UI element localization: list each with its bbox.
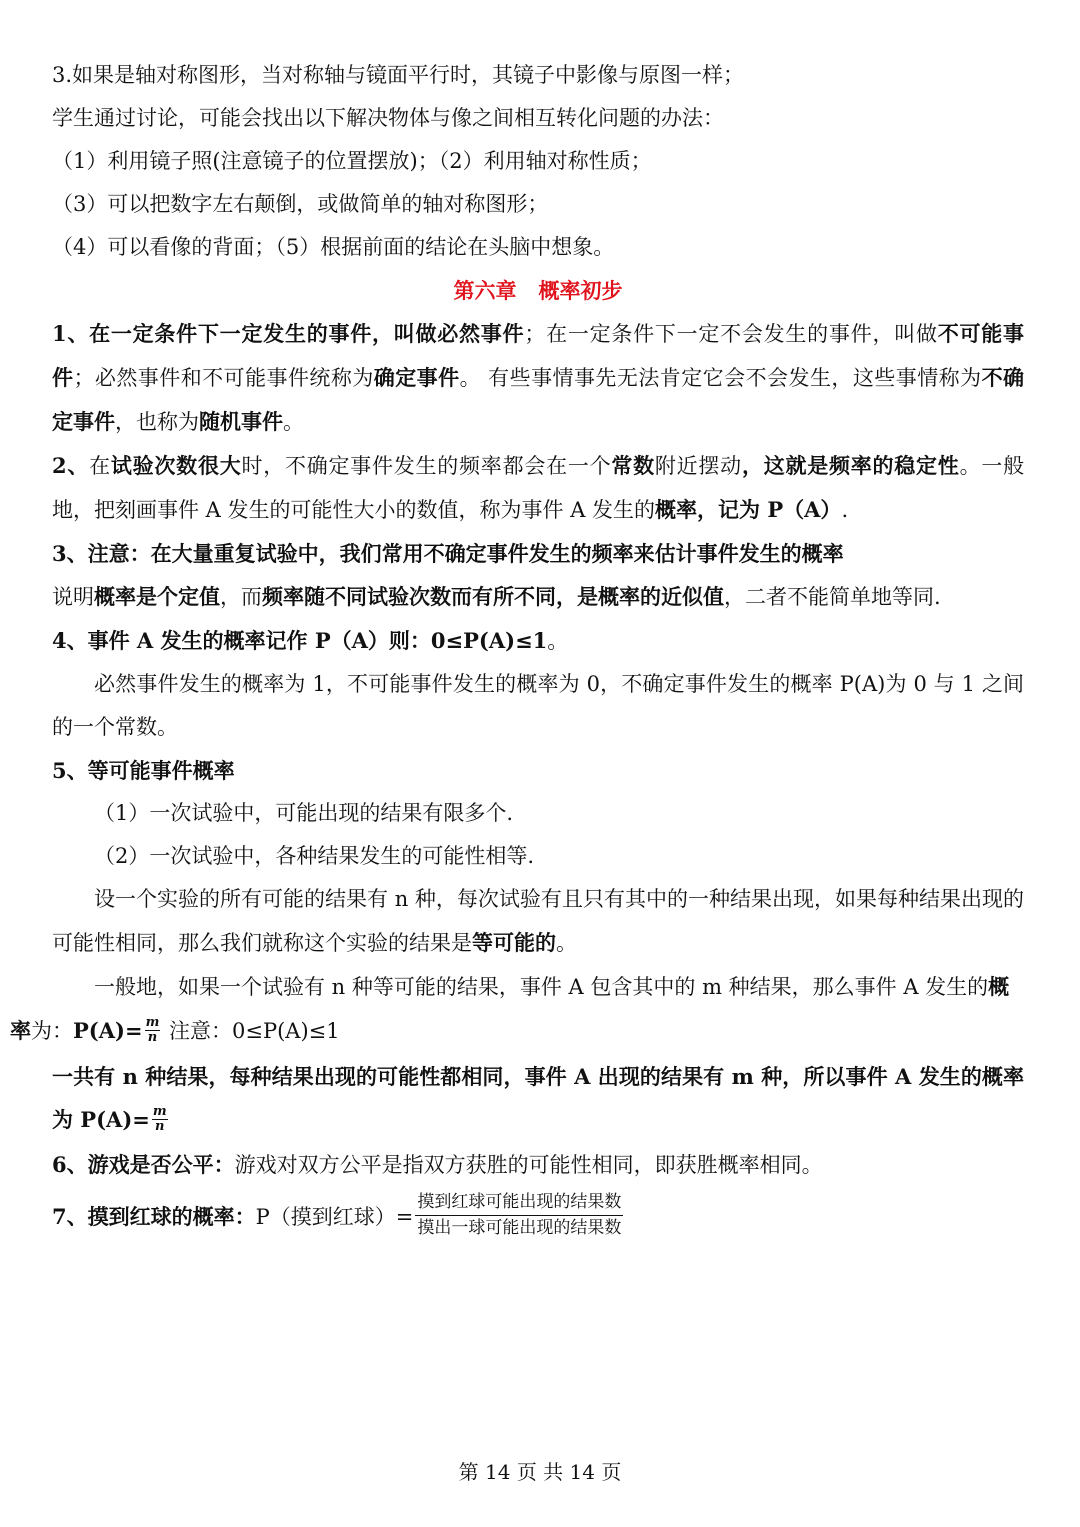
section-5-paragraph-1	[52, 878, 1024, 965]
bold-term: 概率	[655, 497, 698, 522]
section-7	[52, 1193, 1024, 1244]
chapter-number: 第六章	[453, 278, 517, 303]
fraction-denominator: 摸出一球可能出现的结果数	[417, 1218, 622, 1238]
section-5-paragraph-2	[10, 965, 1024, 1053]
section-3-note	[52, 575, 1024, 619]
fraction-numerator: 摸到红球可能出现的结果数	[415, 1190, 623, 1216]
section-3-title: 3、注意：在大量重复试验中，我们常用不确定事件发生的频率来估计事件发生的概率	[52, 541, 844, 566]
text-run: 为：	[31, 1019, 73, 1043]
text-run: P（摸到红球）=	[255, 1205, 414, 1229]
formula: P(A)=	[73, 1018, 143, 1043]
bold-term: 常数	[611, 453, 655, 478]
bold-term: ，这就是	[741, 453, 829, 478]
bold-term: 试验次数很大	[110, 453, 242, 478]
bold-term: 6、游戏是否公平：	[52, 1152, 235, 1177]
fraction-denominator: n	[147, 1030, 158, 1045]
bold-term: 随机事件	[199, 409, 283, 434]
bold-term: ，记为 P（A）	[697, 497, 842, 522]
bold-term: 概率是个定值	[94, 584, 220, 609]
text-run: 一般地，如果一个试验有 n 种等可能的结果，事件 A 包含其中的 m 种结果，那么事件 A 发生的	[94, 975, 989, 999]
text-run: ，而	[220, 585, 262, 609]
section-5-title: 5、等可能事件概率	[52, 758, 235, 783]
chapter-heading	[52, 269, 1024, 312]
bold-term: 4、事件 A 发生的概率记作 P（A）则：0≤P(A)≤1	[52, 628, 548, 653]
section-4-body: 必然事件发生的概率为 1，不可能事件发生的概率为 0，不确定事件发生的概率 P(A)为 0 与 1 之间的一个常数。	[52, 672, 1024, 739]
section-6	[52, 1143, 1024, 1187]
bold-term: 等可能的	[472, 930, 556, 955]
text-line: （1）利用镜子照(注意镜子的位置摆放)；（2）利用轴对称性质；	[52, 149, 652, 173]
section-4-title	[52, 619, 1024, 663]
text-run: 在	[89, 454, 111, 478]
bold-term: 7、摸到红球的概率：	[52, 1204, 256, 1229]
fraction-m-over-n	[152, 1105, 168, 1134]
text-run: 。 有些事情事先无法肯定它会不会发生，这些事情称为	[459, 366, 982, 390]
document-page	[10, 54, 1025, 1244]
fraction-denominator: n	[155, 1119, 165, 1134]
text-run: ；必然事件和不可能事件统称为	[73, 366, 374, 390]
text-run: 。一般地，把刻画事件 A 发生的可能性大小的数值，称为事件 A 发生的	[52, 454, 1025, 522]
section-number: 1、在一定条件下一定发生的事件，叫做	[52, 321, 438, 346]
section-2	[52, 444, 1024, 532]
fraction-numerator: m	[145, 1015, 160, 1030]
page-footer: 第 14 页 共 14 页	[458, 1460, 622, 1484]
text-run: 。	[547, 629, 569, 653]
text-run: 游戏对双方公平是指双方获胜的可能性相同，即获胜概率相同。	[234, 1153, 823, 1177]
text-run: ，二者不能简单地等同.	[724, 585, 941, 609]
fraction-m-over-n	[145, 1016, 161, 1045]
text-run: 注意：0≤P(A)≤1	[162, 1019, 340, 1043]
section-1	[52, 312, 1024, 444]
text-run: 。	[283, 410, 304, 434]
text-run: .	[841, 498, 849, 522]
bold-term: 不可能事件	[52, 321, 1025, 390]
red-ball-probability-fraction	[415, 1190, 623, 1241]
chapter-title: 概率初步	[538, 278, 623, 303]
section-5-condition-2: （2）一次试验中，各种结果发生的可能性相等.	[94, 844, 535, 868]
bold-term: 不确定事件	[52, 365, 1025, 434]
bold-term: 频率随不同试验次数而有所不同，是概率的近似值	[262, 584, 724, 609]
fraction-numerator: m	[152, 1104, 167, 1119]
section-number: 2、	[52, 453, 90, 478]
bold-term: 确定事件	[373, 365, 460, 390]
bold-term: 必然事件	[437, 321, 525, 346]
bold-term: 概	[988, 974, 1010, 999]
bold-term: 频率的稳定性	[829, 453, 960, 478]
text-run: 附近摆动	[654, 454, 742, 478]
text-line: 3.如果是轴对称图形，当对称轴与镜面平行时，其镜子中影像与原图一样；	[52, 63, 745, 87]
section-5-condition-1: （1）一次试验中，可能出现的结果有限多个.	[94, 801, 514, 825]
text-run: 设一个实验的所有可能的结果有 n 种，每次试验有且只有其中的一种结果出现，如果每种结果出现的可能性相同，那么我们就称这个实验的结果是	[52, 887, 1024, 955]
text-run: 时，不确定事件发生的频率都会在一个	[241, 454, 612, 478]
text-line: （3）可以把数字左右颠倒，或做简单的轴对称图形；	[52, 192, 549, 216]
section-5-paragraph-3	[52, 1055, 1024, 1141]
text-run: ，也称为	[115, 410, 199, 434]
text-run: ；在一定条件下一定不会发生的事件，叫做	[524, 322, 938, 346]
text-run: 一共有 n 种结果，每种结果出现的可能性都相同，事件 A 出现的结果有 m 种，所以事件 A 发生的概率为 P(A)=	[52, 1064, 1024, 1132]
text-line: （4）可以看像的背面；（5）根据前面的结论在头脑中想象。	[52, 235, 615, 259]
bold-term: 率	[10, 1018, 31, 1043]
text-run: 说明	[52, 585, 94, 609]
text-line: 学生通过讨论，可能会找出以下解决物体与像之间相互转化问题的办法：	[52, 106, 724, 130]
text-run: 。	[556, 931, 577, 955]
